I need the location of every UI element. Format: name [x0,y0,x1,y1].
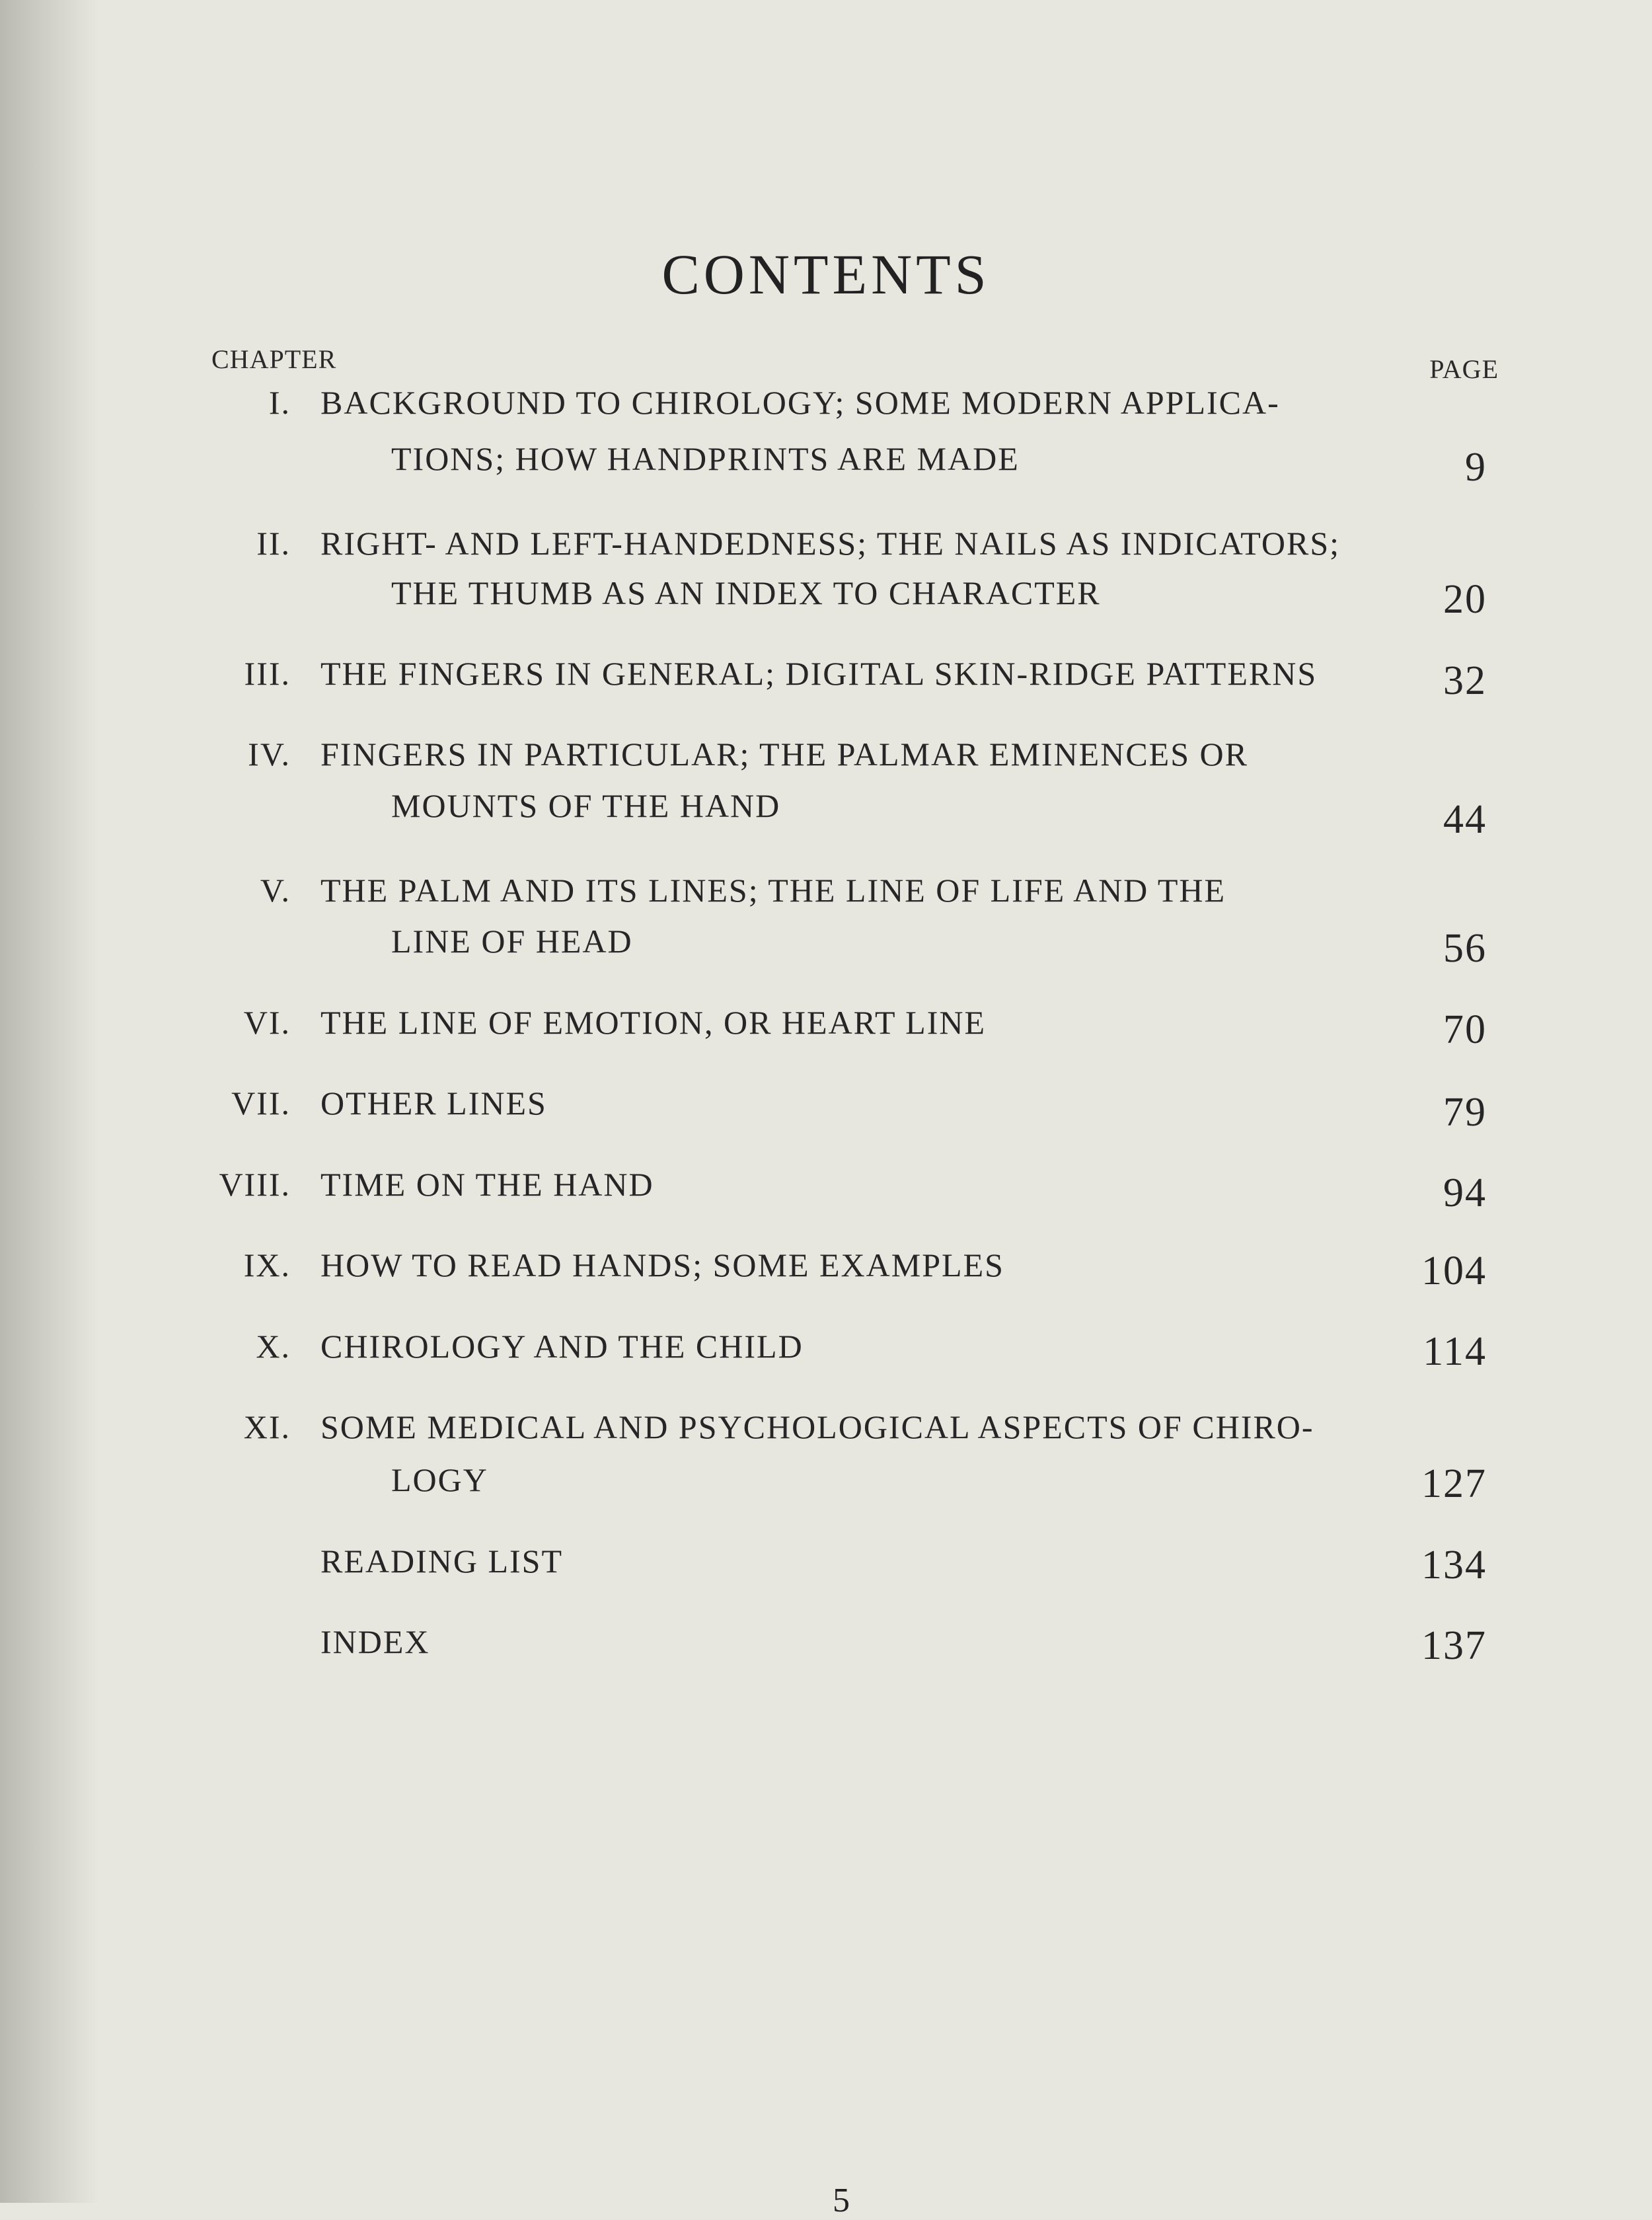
chapter-title-line: TIONS; HOW HANDPRINTS ARE MADE [391,440,1020,477]
page-number: 127 [1421,1461,1487,1506]
page-number: 70 [1443,1007,1487,1052]
chapter-title-line: MOUNTS OF THE HAND [391,787,781,824]
chapter-column-header: CHAPTER [211,344,337,374]
page-number: 32 [1443,658,1487,703]
chapter-title-line: OTHER LINES [320,1085,547,1122]
page-number: 44 [1443,797,1487,842]
page-number: 134 [1421,1543,1487,1588]
folio-page-number: 5 [833,2182,850,2219]
page-shadow [0,0,99,2203]
page-number: 9 [1465,445,1487,490]
page-number: 79 [1443,1090,1487,1135]
page-number: 137 [1421,1623,1487,1668]
chapter-title-line: LINE OF HEAD [391,923,633,960]
chapter-title-line: THE LINE OF EMOTION, OR HEART LINE [320,1004,987,1041]
page-number: 104 [1421,1248,1487,1293]
chapter-title-line: CHIROLOGY AND THE CHILD [320,1328,804,1365]
chapter-number: III. [244,655,291,692]
chapter-title-line: FINGERS IN PARTICULAR; THE PALMAR EMINENCES OR [320,736,1248,773]
chapter-title-line: HOW TO READ HANDS; SOME EXAMPLES [320,1246,1004,1283]
chapter-number: VI. [243,1004,291,1041]
chapter-title-line: THE FINGERS IN GENERAL; DIGITAL SKIN-RIDGE PATTERNS [320,655,1318,692]
chapter-title-line: BACKGROUND TO CHIROLOGY; SOME MODERN APPLICA- [320,384,1280,421]
chapter-number: VII. [231,1085,291,1122]
chapter-number: IV. [248,736,291,773]
page-number: 20 [1443,577,1487,622]
chapter-number: II. [256,525,291,562]
chapter-number: XI. [243,1408,291,1445]
page-title: CONTENTS [661,243,991,306]
chapter-title-line: THE THUMB AS AN INDEX TO CHARACTER [391,574,1101,611]
chapter-number: X. [256,1328,291,1365]
page-number: 114 [1423,1329,1487,1374]
chapter-title-line: TIME ON THE HAND [320,1166,654,1203]
chapter-number: I. [268,384,291,421]
section-title: INDEX [320,1623,430,1660]
page-number: 56 [1443,926,1487,971]
page-column-header: PAGE [1429,354,1499,384]
chapter-title-line: RIGHT- AND LEFT-HANDEDNESS; THE NAILS AS INDICATORS; [320,525,1341,562]
chapter-title-line: SOME MEDICAL AND PSYCHOLOGICAL ASPECTS OF CHIRO- [320,1408,1314,1445]
chapter-title-line: THE PALM AND ITS LINES; THE LINE OF LIFE AND THE [320,872,1226,909]
chapter-number: VIII. [219,1166,291,1203]
page-number: 94 [1443,1170,1487,1215]
chapter-title-line: LOGY [391,1461,488,1498]
chapter-number: IX. [243,1246,291,1283]
section-title: READING LIST [320,1543,564,1580]
chapter-number: V. [260,872,291,909]
